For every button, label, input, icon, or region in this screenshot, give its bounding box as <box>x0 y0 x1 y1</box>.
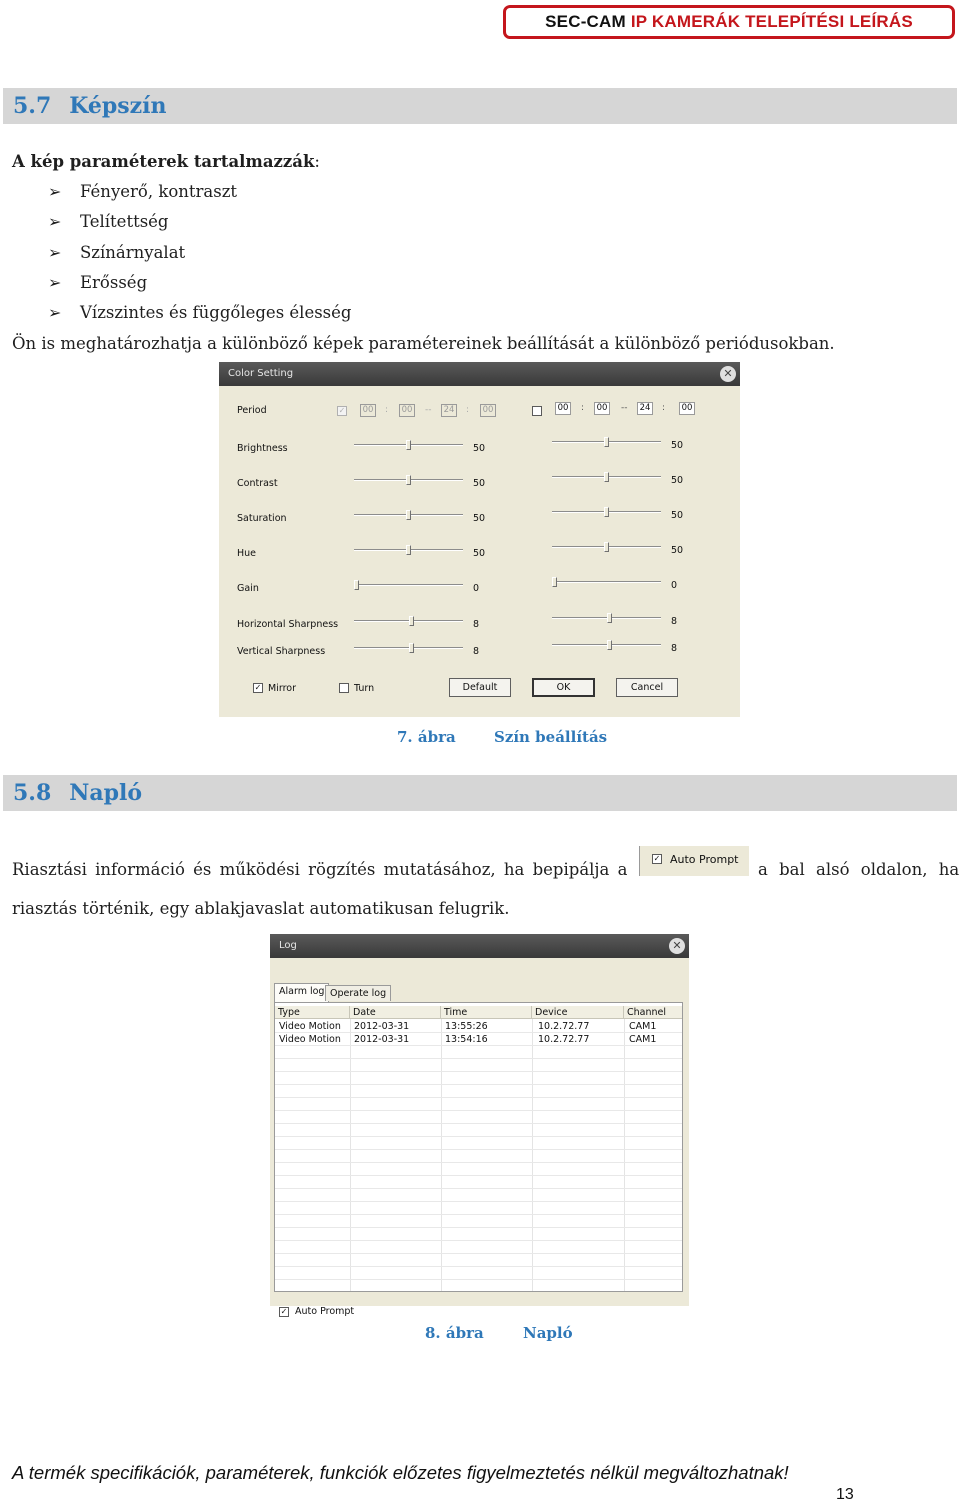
cell-time: 13:55:26 <box>445 1021 488 1032</box>
auto-prompt-checkbox[interactable]: ✓ <box>280 1307 288 1316</box>
turn-checkbox[interactable] <box>339 683 349 693</box>
cell-channel: CAM1 <box>629 1021 657 1032</box>
left-slider[interactable] <box>354 475 463 485</box>
column-header[interactable]: Date <box>350 1006 441 1019</box>
slider-thumb[interactable] <box>406 510 411 520</box>
caption-text: Szín beállítás <box>494 728 608 746</box>
empty-row <box>275 1072 682 1085</box>
right-value: 0 <box>671 580 678 591</box>
period1-end-hour[interactable]: 24 <box>441 404 457 417</box>
header-badge <box>503 5 955 39</box>
section-number: 5.8 <box>13 780 52 806</box>
slider-thumb[interactable] <box>552 577 557 587</box>
dialog-body <box>219 386 740 717</box>
default-button[interactable]: Default <box>449 678 511 697</box>
period2-end-minute[interactable]: 00 <box>679 402 695 415</box>
period2-start-hour[interactable]: 00 <box>555 402 571 415</box>
list-item <box>48 303 351 323</box>
slider-thumb[interactable] <box>604 507 609 517</box>
slider-thumb[interactable] <box>604 437 609 447</box>
empty-row <box>275 1085 682 1098</box>
empty-row <box>275 1215 682 1228</box>
slider-thumb[interactable] <box>409 643 414 653</box>
auto-prompt-checkbox-icon: ✓ <box>653 854 661 863</box>
paragraph-log-part1: Riasztási információ és működési rögzítés mutatásához, ha bepipálja a <box>12 860 628 879</box>
figure-caption <box>425 1324 573 1342</box>
auto-prompt-label: Auto Prompt <box>670 853 739 866</box>
param-label: Gain <box>237 583 259 594</box>
param-label: Hue <box>237 548 257 559</box>
table-header <box>275 1006 682 1019</box>
right-value: 50 <box>671 545 684 556</box>
left-slider[interactable] <box>354 545 463 555</box>
arrow-bullet-icon: ➢ <box>48 212 62 231</box>
caption-text: Napló <box>523 1324 573 1342</box>
slider-thumb[interactable] <box>406 440 411 450</box>
left-value: 50 <box>473 443 486 454</box>
log-dialog <box>270 934 689 1317</box>
slider-thumb[interactable] <box>607 613 612 623</box>
ok-button[interactable]: OK <box>532 678 595 697</box>
cell-time: 13:54:16 <box>445 1034 488 1045</box>
separator: : <box>581 403 585 413</box>
column-header[interactable]: Time <box>441 1006 532 1019</box>
section-number: 5.7 <box>13 93 52 119</box>
auto-prompt-label: Auto Prompt <box>295 1306 355 1317</box>
empty-row <box>275 1189 682 1202</box>
cancel-button[interactable]: Cancel <box>616 678 678 697</box>
empty-row <box>275 1241 682 1254</box>
left-slider[interactable] <box>354 580 463 590</box>
separator: -- <box>425 405 432 415</box>
period1-start-minute[interactable]: 00 <box>399 404 415 417</box>
right-value: 50 <box>671 475 684 486</box>
page-number: 13 <box>836 1486 854 1503</box>
separator: : <box>385 405 389 415</box>
section-heading-naplo <box>3 775 957 811</box>
period2-checkbox[interactable] <box>532 406 542 416</box>
list-item-text: Fényerő, kontraszt <box>80 182 238 201</box>
paragraph-periods: Ön is meghatározhatja a különböző képek paramétereinek beállítását a különböző periódusokban. <box>12 334 835 353</box>
period1-start-hour[interactable]: 00 <box>360 404 376 417</box>
dialog-body <box>270 958 689 1317</box>
footer-disclaimer: A termék specifikációk, paraméterek, funkciók előzetes figyelmeztetés nélkül megváltozhatnak! <box>12 1462 789 1483</box>
slider-thumb[interactable] <box>406 545 411 555</box>
column-header[interactable]: Channel <box>627 1007 667 1018</box>
paragraph-log-line2: riasztás történik, egy ablakjavaslat automatikusan felugrik. <box>12 899 510 918</box>
param-label: Saturation <box>237 513 287 524</box>
auto-prompt-image <box>639 846 749 876</box>
cell-date: 2012-03-31 <box>354 1021 410 1032</box>
param-label: Vertical Sharpness <box>237 646 326 657</box>
right-slider[interactable] <box>552 507 661 517</box>
period1-checkbox[interactable]: ✓ <box>338 406 346 415</box>
left-slider[interactable] <box>354 440 463 450</box>
right-value: 50 <box>671 440 684 451</box>
empty-row <box>275 1254 682 1267</box>
arrow-bullet-icon: ➢ <box>48 182 62 201</box>
intro-bold: A kép paraméterek tartalmazzák <box>12 152 315 171</box>
list-item <box>48 182 237 202</box>
list-item <box>48 243 185 263</box>
cell-channel: CAM1 <box>629 1034 657 1045</box>
column-header[interactable]: Type <box>275 1006 350 1019</box>
empty-row <box>275 1046 682 1059</box>
left-slider[interactable] <box>354 616 463 626</box>
arrow-bullet-icon: ➢ <box>48 243 62 262</box>
param-label: Brightness <box>237 443 288 454</box>
dialog-title: Color Setting <box>219 362 740 386</box>
list-item-text: Erősség <box>80 273 148 292</box>
list-item-text: Telítettség <box>80 212 169 231</box>
mirror-label: Mirror <box>268 683 296 694</box>
slider-thumb[interactable] <box>604 472 609 482</box>
empty-row <box>275 1267 682 1280</box>
right-slider[interactable] <box>552 542 661 552</box>
section-heading-kepszin <box>3 88 957 124</box>
period2-start-minute[interactable]: 00 <box>594 402 610 415</box>
right-slider[interactable] <box>552 640 661 650</box>
slider-track <box>354 584 463 586</box>
slider-thumb[interactable] <box>604 542 609 552</box>
empty-row <box>275 1176 682 1189</box>
mirror-checkbox[interactable]: ✓ <box>254 683 262 692</box>
right-slider[interactable] <box>552 472 661 482</box>
slider-thumb[interactable] <box>409 616 414 626</box>
header-brand: SEC-CAM <box>545 12 626 31</box>
close-icon[interactable]: ✕ <box>669 938 685 954</box>
cell-device: 10.2.72.77 <box>538 1034 590 1045</box>
separator: : <box>466 405 470 415</box>
cell-type: Video Motion <box>279 1034 341 1045</box>
turn-label: Turn <box>354 683 375 694</box>
slider-thumb[interactable] <box>406 475 411 485</box>
right-value: 50 <box>671 510 684 521</box>
slider-thumb[interactable] <box>354 580 359 590</box>
close-icon[interactable]: ✕ <box>720 366 736 382</box>
right-value: 8 <box>671 616 678 627</box>
table-row[interactable] <box>275 1020 682 1033</box>
right-slider[interactable] <box>552 437 661 447</box>
section-title: Képszín <box>69 93 167 119</box>
empty-row <box>275 1202 682 1215</box>
header-title: IP KAMERÁK TELEPÍTÉSI LEÍRÁS <box>630 12 913 31</box>
intro-colon: : <box>314 152 320 171</box>
slider-thumb[interactable] <box>607 640 612 650</box>
empty-row <box>275 1111 682 1124</box>
caption-number: 8. ábra <box>425 1324 484 1342</box>
cell-date: 2012-03-31 <box>354 1034 410 1045</box>
list-item-text: Színárnyalat <box>80 243 186 262</box>
slider-track <box>552 581 661 583</box>
param-label: Horizontal Sharpness <box>237 619 339 630</box>
period2-end-hour[interactable]: 24 <box>637 402 653 415</box>
tab-operate-log[interactable]: Operate log <box>325 985 391 1001</box>
arrow-bullet-icon: ➢ <box>48 303 62 322</box>
empty-row <box>275 1059 682 1072</box>
right-slider[interactable] <box>552 613 661 623</box>
left-value: 8 <box>473 619 480 630</box>
intro-line <box>12 152 320 172</box>
dialog-title: Log <box>270 934 689 958</box>
empty-row <box>275 1137 682 1150</box>
table-row[interactable] <box>275 1033 682 1046</box>
empty-row <box>275 1124 682 1137</box>
right-slider[interactable] <box>552 577 661 587</box>
section-title: Napló <box>69 780 143 806</box>
arrow-bullet-icon: ➢ <box>48 273 62 292</box>
period-label: Period <box>237 405 267 416</box>
cell-device: 10.2.72.77 <box>538 1021 590 1032</box>
left-value: 0 <box>473 583 480 594</box>
left-value: 50 <box>473 513 486 524</box>
cell-type: Video Motion <box>279 1021 341 1032</box>
caption-number: 7. ábra <box>397 728 456 746</box>
period1-end-minute[interactable]: 00 <box>480 404 496 417</box>
empty-row <box>275 1098 682 1111</box>
param-label: Contrast <box>237 478 278 489</box>
left-slider[interactable] <box>354 643 463 653</box>
paragraph-log-part2: a bal alsó oldalon, ha <box>758 860 960 879</box>
empty-row <box>275 1150 682 1163</box>
empty-row <box>275 1163 682 1176</box>
list-item-text: Vízszintes és függőleges élesség <box>80 303 352 322</box>
log-table <box>274 1002 683 1292</box>
left-value: 50 <box>473 548 486 559</box>
left-value: 8 <box>473 646 480 657</box>
list-item <box>48 273 147 293</box>
list-item <box>48 212 169 232</box>
separator: : <box>662 403 666 413</box>
right-value: 8 <box>671 643 678 654</box>
left-slider[interactable] <box>354 510 463 520</box>
separator: -- <box>621 403 628 413</box>
figure-caption <box>397 728 607 746</box>
empty-row <box>275 1228 682 1241</box>
color-setting-dialog <box>219 362 740 717</box>
column-header[interactable]: Device <box>532 1006 624 1019</box>
left-value: 50 <box>473 478 486 489</box>
tab-alarm-log[interactable]: Alarm log <box>274 983 329 1002</box>
